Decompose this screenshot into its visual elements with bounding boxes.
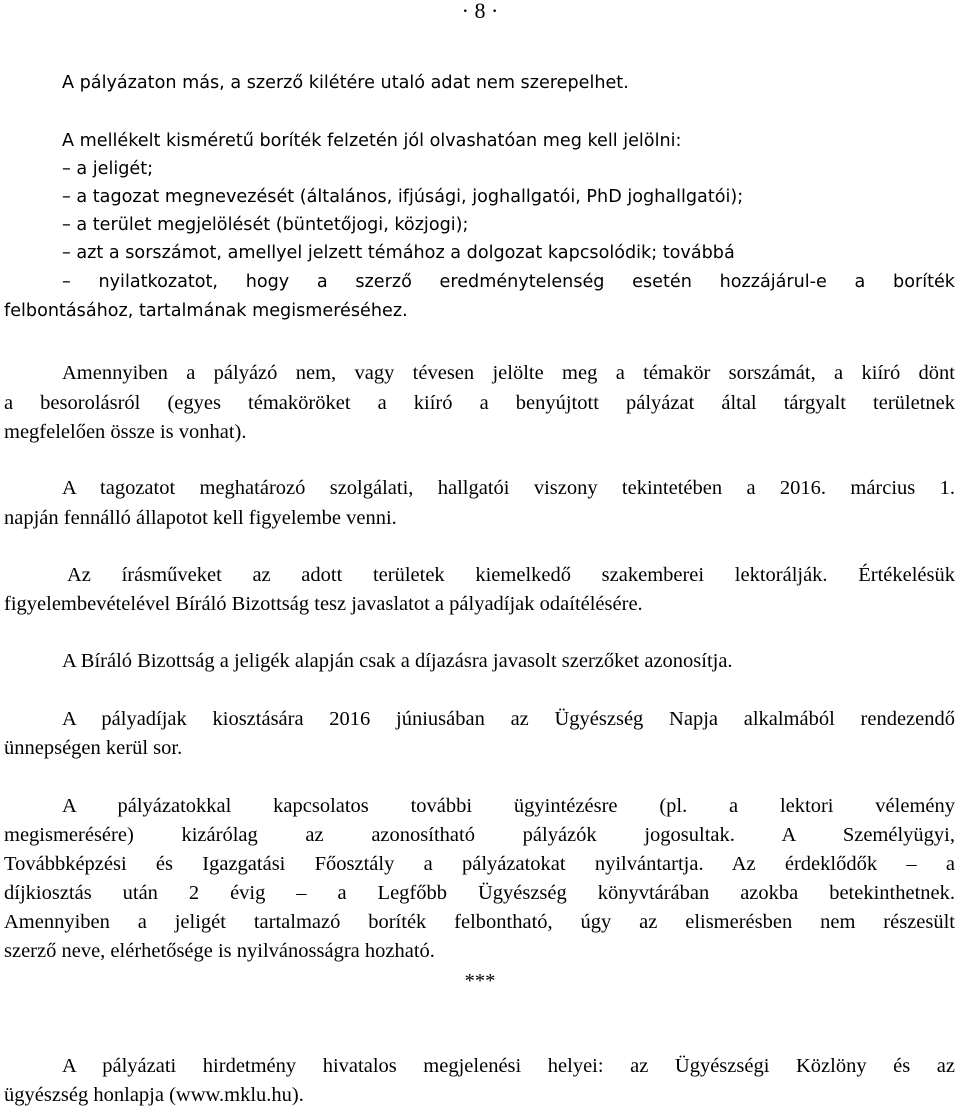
page-number: · 8 · — [461, 0, 499, 23]
list-item: – a terület megjelölését (büntetőjogi, közjogi); — [62, 215, 469, 235]
paragraph-line: megismerésére) kizárólag az azonosítható pályázók jogosultak. A Személyügyi, — [4, 824, 955, 846]
paragraph-line: A pályázati hirdetmény hivatalos megjelenési helyei: az Ügyészségi Közlöny és az — [62, 1055, 955, 1077]
paragraph-line: Továbbképzési és Igazgatási Főosztály a pályázatokat nyilvántartja. Az érdeklődők – a — [4, 853, 955, 875]
paragraph-line: figyelembevételével Bíráló Bizottság tesz javaslatot a pályadíjak odaítélésére. — [4, 593, 643, 615]
paragraph-line: szerző neve, elérhetősége is nyilvánosságra hozható. — [4, 940, 435, 962]
list-item: – azt a sorszámot, amellyel jelzett témához a dolgozat kapcsolódik; továbbá — [62, 243, 735, 263]
paragraph-line: napján fennálló állapotot kell figyelembe venni. — [4, 507, 397, 529]
envelope-heading: A mellékelt kisméretű boríték felzetén jól olvashatóan meg kell jelölni: — [62, 131, 682, 151]
paragraph-line: Amennyiben a jeligét tartalmazó boríték felbontható, úgy az elismerésben nem részesült — [4, 911, 955, 933]
paragraph-line: a besorolásról (egyes témaköröket a kiíró a benyújtott pályázat által tárgyalt területnek — [4, 392, 955, 414]
list-item: – a jeligét; — [62, 159, 154, 179]
list-item: – a tagozat megnevezését (általános, ifjúsági, joghallgatói, PhD joghallgatói); — [62, 187, 744, 207]
paragraph-line: ünnepségen kerül sor. — [4, 737, 183, 759]
paragraph-line: A tagozatot meghatározó szolgálati, hallgatói viszony tekintetében a 2016. március 1. — [62, 477, 955, 499]
list-item-continuation: felbontásához, tartalmának megismeréséhez. — [4, 301, 408, 321]
paragraph-line: A Bíráló Bizottság a jeligék alapján csak a díjazásra javasolt szerzőket azonosítja. — [62, 650, 733, 672]
paragraph-line: megfelelően össze is vonhat). — [4, 421, 247, 443]
paragraph-line: ügyészség honlapja (www.mklu.hu). — [4, 1084, 304, 1106]
list-item: – nyilatkozatot, hogy a szerző eredménytelenség esetén hozzájárul-e a boríték — [62, 272, 955, 292]
paragraph-line: A pályadíjak kiosztására 2016 júniusában az Ügyészség Napja alkalmából rendezendő — [62, 708, 955, 730]
section-separator: *** — [464, 970, 496, 992]
paragraph-line: díjkiosztás után 2 évig – a Legfőbb Ügyészség könyvtárában azokba betekinthetnek. — [4, 882, 955, 904]
paragraph-line: Amennyiben a pályázó nem, vagy tévesen jelölte meg a témakör sorszámát, a kiíró dönt — [62, 362, 955, 384]
paragraph-line: Az írásműveket az adott területek kiemelkedő szakemberei lektorálják. Értékelésük — [67, 564, 955, 586]
anonymity-note: A pályázaton más, a szerző kilétére utaló adat nem szerepelhet. — [62, 73, 629, 93]
paragraph-line: A pályázatokkal kapcsolatos további ügyintézésre (pl. a lektori vélemény — [62, 795, 955, 817]
